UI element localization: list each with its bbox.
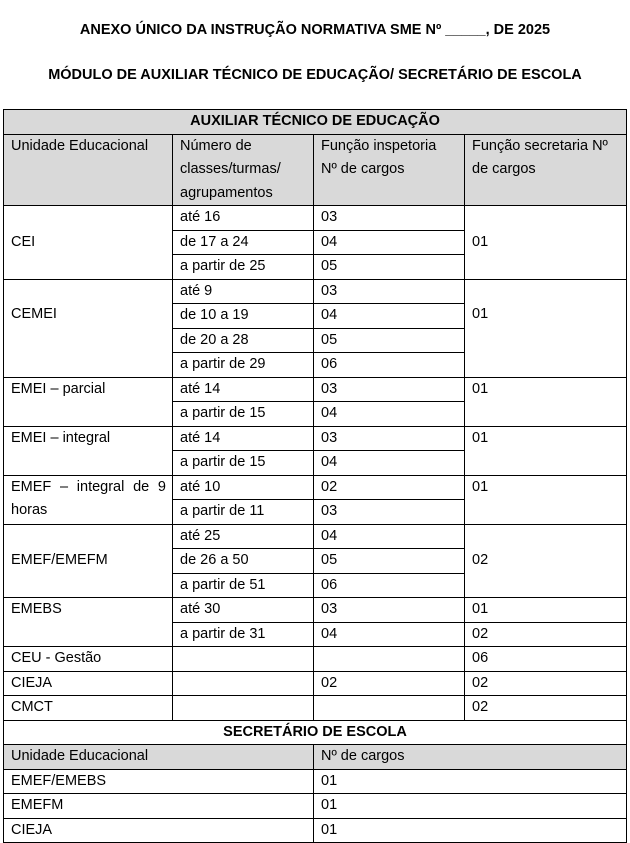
col-header-unit: Unidade Educacional: [4, 134, 173, 206]
table-row: [4, 206, 627, 231]
inspetoria-cell: 02: [314, 671, 465, 696]
inspetoria-cell: 04: [314, 304, 465, 329]
unit-cell: EMEI – integral: [4, 426, 173, 475]
inspetoria-cell: 04: [314, 524, 465, 549]
unit-cell: CMCT: [4, 696, 173, 721]
inspetoria-cell: 04: [314, 402, 465, 427]
secretaria-cell: 02: [465, 524, 627, 598]
table-row: [4, 279, 627, 304]
cargos-cell: 01: [314, 818, 627, 843]
sec-col-header-unit: Unidade Educacional: [4, 745, 314, 770]
secretaria-cell: 06: [465, 647, 627, 672]
sec-section-header: [4, 720, 627, 745]
table-row: [4, 794, 627, 819]
range-cell: [173, 696, 314, 721]
col-header-secretaria: Função secretaria Nº de cargos: [465, 134, 627, 206]
ate-section-header: [4, 110, 627, 135]
range-cell: até 30: [173, 598, 314, 623]
unit-cell: EMEFM: [4, 794, 314, 819]
secretaria-cell: 02: [465, 622, 627, 647]
cargos-cell: 01: [314, 794, 627, 819]
range-cell: a partir de 51: [173, 573, 314, 598]
secretaria-cell: 01: [465, 598, 627, 623]
unit-cell: EMEF – integral de 9 horas: [4, 475, 173, 524]
unit-cell: EMEF/EMEBS: [4, 769, 314, 794]
inspetoria-cell: [314, 647, 465, 672]
range-cell: a partir de 25: [173, 255, 314, 280]
table-row: [4, 426, 627, 451]
range-cell: até 16: [173, 206, 314, 231]
unit-cell: EMEI – parcial: [4, 377, 173, 426]
table-row: [4, 377, 627, 402]
module-table: [3, 109, 627, 843]
sec-section-title: SECRETÁRIO DE ESCOLA: [4, 720, 627, 745]
inspetoria-cell: 03: [314, 426, 465, 451]
range-cell: até 10: [173, 475, 314, 500]
secretaria-cell: 01: [465, 426, 627, 475]
inspetoria-cell: 04: [314, 451, 465, 476]
table-row: [4, 524, 627, 549]
inspetoria-cell: 03: [314, 500, 465, 525]
sec-col-header-cargos: Nº de cargos: [314, 745, 627, 770]
inspetoria-cell: 04: [314, 230, 465, 255]
table-row: [4, 818, 627, 843]
inspetoria-cell: 02: [314, 475, 465, 500]
range-cell: até 25: [173, 524, 314, 549]
inspetoria-cell: 03: [314, 206, 465, 231]
table-row: [4, 671, 627, 696]
inspetoria-cell: 03: [314, 377, 465, 402]
range-cell: de 26 a 50: [173, 549, 314, 574]
secretaria-cell: 01: [465, 475, 627, 524]
inspetoria-cell: [314, 696, 465, 721]
secretaria-cell: 02: [465, 696, 627, 721]
table-row: [4, 696, 627, 721]
table-row: [4, 475, 627, 500]
unit-cell: CEI: [4, 206, 173, 280]
range-cell: de 10 a 19: [173, 304, 314, 329]
inspetoria-cell: 06: [314, 353, 465, 378]
range-cell: até 14: [173, 426, 314, 451]
unit-cell: EMEBS: [4, 598, 173, 647]
secretaria-cell: 01: [465, 377, 627, 426]
document-subtitle: MÓDULO DE AUXILIAR TÉCNICO DE EDUCAÇÃO/ SECRETÁRIO DE ESCOLA: [48, 67, 582, 83]
secretaria-cell: 01: [465, 206, 627, 280]
table-row: [4, 769, 627, 794]
col-header-classes: Número de classes/turmas/ agrupamentos: [173, 134, 314, 206]
table-row: [4, 647, 627, 672]
document-title: ANEXO ÚNICO DA INSTRUÇÃO NORMATIVA SME Nº _____, DE 2025: [79, 22, 551, 38]
inspetoria-cell: 03: [314, 598, 465, 623]
range-cell: a partir de 31: [173, 622, 314, 647]
unit-cell: CEU - Gestão: [4, 647, 173, 672]
range-cell: a partir de 11: [173, 500, 314, 525]
table-row: [4, 598, 627, 623]
inspetoria-cell: 04: [314, 622, 465, 647]
col-header-inspetoria: Função inspetoria Nº de cargos: [314, 134, 465, 206]
cargos-cell: 01: [314, 769, 627, 794]
inspetoria-cell: 03: [314, 279, 465, 304]
secretaria-cell: 02: [465, 671, 627, 696]
sec-column-header-row: [4, 745, 627, 770]
range-cell: a partir de 29: [173, 353, 314, 378]
range-cell: a partir de 15: [173, 402, 314, 427]
unit-cell: CIEJA: [4, 671, 173, 696]
range-cell: de 20 a 28: [173, 328, 314, 353]
inspetoria-cell: 05: [314, 255, 465, 280]
unit-cell: CIEJA: [4, 818, 314, 843]
inspetoria-cell: 05: [314, 549, 465, 574]
ate-section-title: AUXILIAR TÉCNICO DE EDUCAÇÃO: [4, 110, 627, 135]
unit-cell: EMEF/EMEFM: [4, 524, 173, 598]
secretaria-cell: 01: [465, 279, 627, 377]
range-cell: a partir de 15: [173, 451, 314, 476]
unit-cell: CEMEI: [4, 279, 173, 377]
range-cell: [173, 647, 314, 672]
range-cell: até 14: [173, 377, 314, 402]
inspetoria-cell: 06: [314, 573, 465, 598]
range-cell: até 9: [173, 279, 314, 304]
range-cell: [173, 671, 314, 696]
ate-column-header-row: [4, 134, 627, 206]
range-cell: de 17 a 24: [173, 230, 314, 255]
inspetoria-cell: 05: [314, 328, 465, 353]
